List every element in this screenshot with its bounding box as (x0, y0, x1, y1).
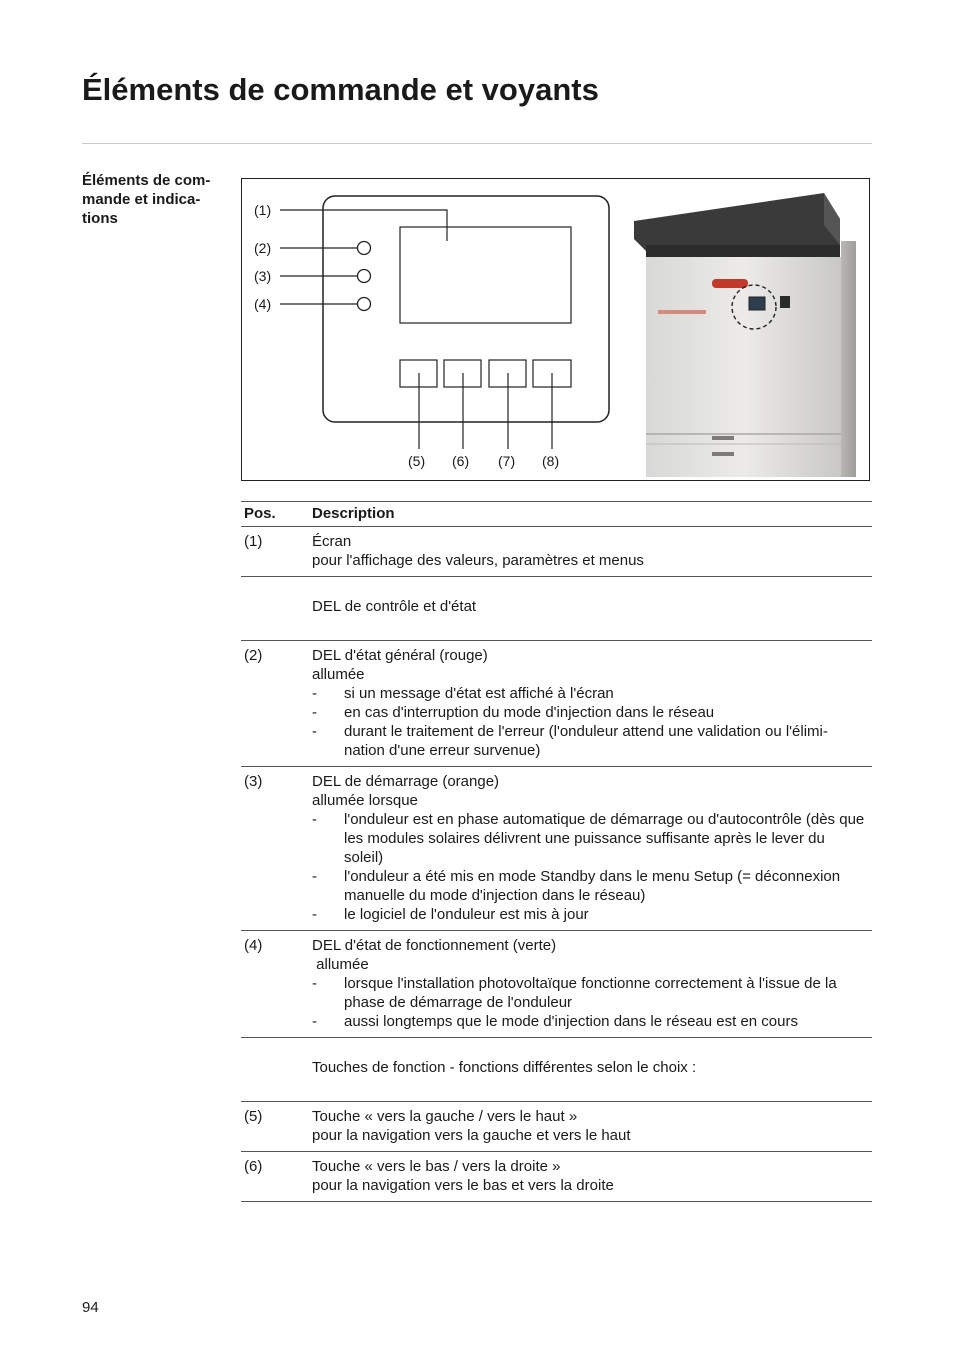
row-subtitle: pour la navigation vers le bas et vers la droite (312, 1177, 614, 1194)
bullet-item (312, 974, 872, 1012)
bullet-marker: - (312, 975, 317, 992)
row-title: DEL de démarrage (orange) (312, 773, 500, 790)
bullet-item (312, 1012, 872, 1031)
page-number: 94 (82, 1299, 99, 1316)
row-pos: (3) (244, 773, 263, 790)
display-outline (400, 227, 571, 323)
bullet-item (312, 867, 872, 905)
table-row (241, 1152, 872, 1202)
bullet-text: en cas d'interruption du mode d'injection dans le réseau (344, 704, 715, 721)
table-row (241, 641, 872, 767)
bullet-item (312, 810, 872, 867)
callout-label-8: (8) (542, 453, 560, 469)
row-title: Touche « vers le bas / vers la droite » (312, 1158, 561, 1175)
row-pos: (6) (244, 1158, 263, 1175)
row-description (312, 597, 872, 616)
row-pos: (1) (244, 533, 263, 550)
bullet-item (312, 905, 872, 924)
row-subtitle: allumée (312, 666, 365, 683)
bullet-item (312, 722, 872, 760)
row-title: Touche « vers la gauche / vers le haut » (312, 1108, 578, 1125)
inverter-cabinet-picture (634, 193, 856, 477)
bullet-text: lorsque l'installation photovoltaïque fonctionne correctement à l'issue de la phase de démarrage de l'onduleur (344, 975, 837, 1011)
bullet-marker: - (312, 685, 317, 702)
callout-leaders (280, 210, 552, 449)
row-pos: (2) (244, 647, 263, 664)
led-general-status (358, 242, 371, 255)
table-section-row (241, 577, 872, 641)
bullet-marker: - (312, 723, 317, 740)
row-title: DEL de contrôle et d'état (312, 598, 477, 615)
bullet-text: l'onduleur a été mis en mode Standby dans le menu Setup (= déconnexion manuelle du mode d'injection dans le réseau) (344, 868, 841, 904)
row-subtitle: pour la navigation vers la gauche et vers le haut (312, 1127, 631, 1144)
position-description-table (241, 501, 872, 1202)
table-row (241, 1102, 872, 1152)
header-description: Description (312, 505, 395, 522)
section-heading-line: Éléments de com- (82, 172, 211, 189)
callout-label-3: (3) (254, 268, 272, 284)
figure-drawing (242, 179, 869, 480)
row-title: Écran (312, 533, 352, 550)
control-panel-figure (241, 178, 870, 481)
row-description (312, 772, 872, 924)
bullet-item (312, 684, 872, 703)
bullet-marker: - (312, 811, 317, 828)
bullet-text: durant le traitement de l'erreur (l'onduleur attend une validation ou l'élimi-nation d'une erreur survenue) (344, 723, 828, 759)
bullet-text: si un message d'état est affiché à l'écran (344, 685, 614, 702)
header-pos: Pos. (244, 505, 276, 522)
bullet-text: aussi longtemps que le mode d'injection dans le réseau est en cours (344, 1013, 798, 1030)
led-startup (358, 270, 371, 283)
bullet-text: le logiciel de l'onduleur est mis à jour (344, 906, 589, 923)
table-header (241, 501, 872, 527)
bullet-marker: - (312, 868, 317, 885)
row-description (312, 936, 872, 1031)
row-description (312, 1157, 872, 1195)
table-row (241, 931, 872, 1038)
page-title: Éléments de commande et voyants (82, 72, 599, 107)
bullet-marker: - (312, 906, 317, 923)
callout-label-2: (2) (254, 240, 272, 256)
row-description (312, 532, 872, 570)
callout-label-1: (1) (254, 202, 272, 218)
row-subtitle: allumée (312, 956, 369, 973)
callout-label-7: (7) (498, 453, 516, 469)
row-description (312, 646, 872, 760)
row-title: DEL d'état général (rouge) (312, 647, 488, 664)
title-divider (82, 143, 872, 144)
row-title: Touches de fonction - fonctions différentes selon le choix : (312, 1059, 697, 1076)
section-heading (82, 171, 222, 228)
callout-label-6: (6) (452, 453, 470, 469)
led-operating (358, 298, 371, 311)
section-heading-line: tions (82, 210, 118, 227)
bullet-item (312, 703, 872, 722)
row-title: DEL d'état de fonctionnement (verte) (312, 937, 557, 954)
row-subtitle: allumée lorsque (312, 792, 418, 809)
table-row (241, 767, 872, 931)
row-pos (241, 597, 312, 616)
table-body (241, 527, 872, 1202)
section-heading-line: mande et indica- (82, 191, 201, 208)
bullet-marker: - (312, 1013, 317, 1030)
row-description (312, 1107, 872, 1145)
row-subtitle: pour l'affichage des valeurs, paramètres et menus (312, 552, 644, 569)
row-pos (241, 1058, 312, 1077)
row-pos: (5) (244, 1108, 263, 1125)
table-section-row (241, 1038, 872, 1102)
row-description (312, 1058, 872, 1077)
callout-label-5: (5) (408, 453, 426, 469)
row-pos: (4) (244, 937, 263, 954)
callout-label-4: (4) (254, 296, 272, 312)
bullet-text: l'onduleur est en phase automatique de démarrage ou d'autocontrôle (dès que les modules solaires délivrent une puissance suffisante après le lever du soleil) (344, 811, 865, 866)
table-row (241, 527, 872, 577)
bullet-marker: - (312, 704, 317, 721)
